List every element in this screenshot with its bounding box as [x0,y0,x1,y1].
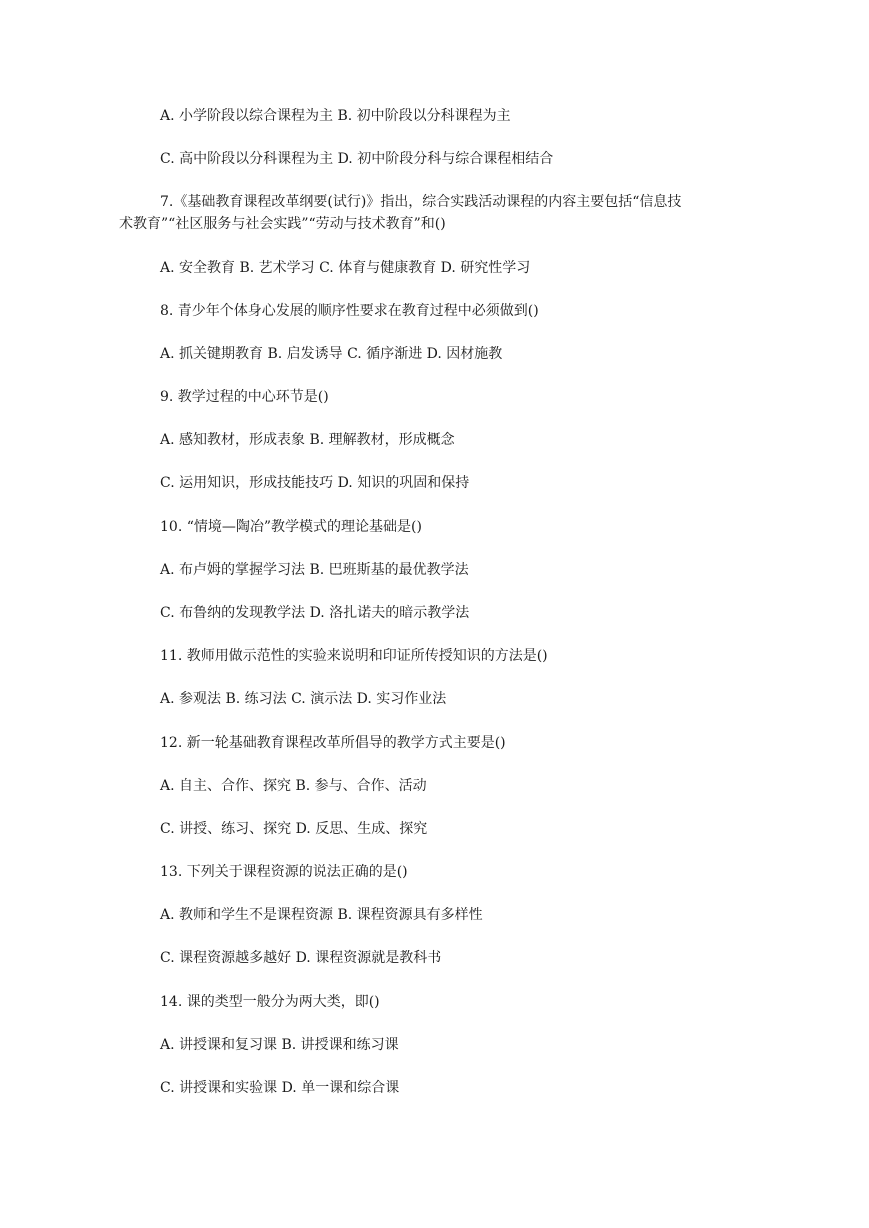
option-line: A. 抓关键期教育 B. 启发诱导 C. 循序渐进 D. 因材施教 [160,346,503,362]
option-line: A. 安全教育 B. 艺术学习 C. 体育与健康教育 D. 研究性学习 [160,260,531,276]
option-line: A. 参观法 B. 练习法 C. 演示法 D. 实习作业法 [160,691,447,707]
question-line: 14. 课的类型一般分为两大类，即() [160,994,380,1010]
question-line: 10. “情境—陶冶”教学模式的理论基础是() [160,519,422,535]
option-line: A. 小学阶段以综合课程为主 B. 初中阶段以分科课程为主 [160,108,511,124]
option-line: C. 高中阶段以分科课程为主 D. 初中阶段分科与综合课程相结合 [160,151,554,167]
question-line: 9. 教学过程的中心环节是() [160,389,329,405]
question-line: 11. 教师用做示范性的实验来说明和印证所传授知识的方法是() [160,648,548,664]
option-line: A. 布卢姆的掌握学习法 B. 巴班斯基的最优教学法 [160,562,469,578]
option-line: C. 讲授、练习、探究 D. 反思、生成、探究 [160,821,428,837]
option-line: C. 讲授课和实验课 D. 单一课和综合课 [160,1080,400,1096]
question-line: 13. 下列关于课程资源的说法正确的是() [160,864,408,880]
option-line: A. 自主、合作、探究 B. 参与、合作、活动 [160,778,427,794]
option-line: A. 教师和学生不是课程资源 B. 课程资源具有多样性 [160,907,483,923]
option-line: C. 运用知识，形成技能技巧 D. 知识的巩固和保持 [160,475,470,491]
option-line: C. 布鲁纳的发现教学法 D. 洛扎诺夫的暗示教学法 [160,605,470,621]
question-line: 8. 青少年个体身心发展的顺序性要求在教育过程中必须做到() [160,303,539,319]
question-line-continued: 术教育”“社区服务与社会实践”“劳动与技术教育”和() [119,216,446,232]
option-line: C. 课程资源越多越好 D. 课程资源就是教科书 [160,950,442,966]
question-line: 12. 新一轮基础教育课程改革所倡导的教学方式主要是() [160,735,506,751]
option-line: A. 感知教材，形成表象 B. 理解教材，形成概念 [160,432,455,448]
question-line: 7.《基础教育课程改革纲要(试行)》指出，综合实践活动课程的内容主要包括“信息技 [160,194,682,210]
option-line: A. 讲授课和复习课 B. 讲授课和练习课 [160,1037,399,1053]
